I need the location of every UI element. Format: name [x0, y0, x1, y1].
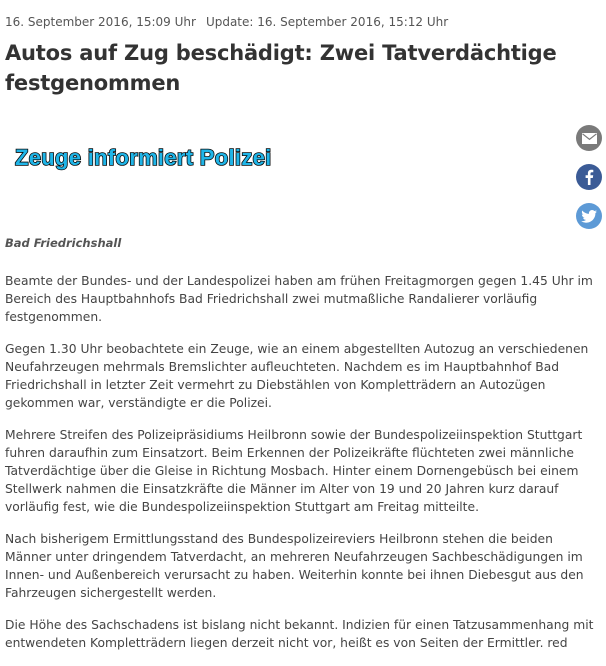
share-mail-button[interactable]: [576, 125, 602, 151]
update-date: Update: 16. September 2016, 15:12 Uhr: [205, 15, 449, 29]
article-paragraph: Mehrere Streifen des Polizeipräsidiums Heilbronn sowie der Bundespolizeiinspektion Stuttgart fuhren daraufhin zum Einsatzort. Beim Erkennen der Polizeikräfte flüchteten zwei männliche Tatverdächtige über die Gleise in Richtung Mosbach. Hinter einem Dornengebüsch bei einem Stellwerk nahmen die Einsatzkräfte die Männer im Alter von 19 und 20 Jahren kurz darauf vorläufig fest, wie die Bundespolizeiinspektion Stuttgart am Freitag mitteilte.: [5, 428, 583, 514]
publish-date: 16. September 2016, 15:09 Uhr: [5, 15, 196, 29]
envelope-icon: [582, 133, 597, 144]
article-paragraph: Gegen 1.30 Uhr beobachtete ein Zeuge, wie an einem abgestellten Autozug an verschiedenen Neufahrzeugen mehrmals Bremslichter aufleuchteten. Nachdem es im Hauptbahnhof Bad Friedrichshall in letzter Zeit vermehrt zu Diebstählen von Kompletträdern an Autozügen gekommen war, verständigte er die Polizei.: [5, 342, 589, 410]
share-twitter-button[interactable]: [576, 203, 602, 229]
facebook-icon: [584, 169, 594, 185]
article-dateline: Bad Friedrichshall: [5, 236, 122, 250]
article-headline: Autos auf Zug beschädigt: Zwei Tatverdächtige festgenommen: [5, 41, 557, 95]
twitter-bird-icon: [581, 210, 597, 223]
article-paragraph: Beamte der Bundes- und der Landespolizei haben am frühen Freitagmorgen gegen 1.45 Uhr im Bereich des Hauptbahnhofs Bad Friedrichshall zwei mutmaßliche Randalierer vorläufig festgenommen.: [5, 274, 593, 324]
article-meta: [5, 15, 448, 29]
hero-text-graphic: [5, 116, 565, 206]
article-body: [5, 272, 603, 666]
article-paragraph: Die Höhe des Sachschadens ist bislang nicht bekannt. Indizien für einen Tatzusammenhang mit entwendeten Kompletträdern liegen derzeit nicht vor, heißt es von Seiten der Ermittler. red: [5, 618, 594, 650]
article-paragraph: Nach bisherigem Ermittlungsstand des Bundespolizeireviers Heilbronn stehen die beiden Männer unter dringendem Tatverdacht, an mehreren Neufahrzeugen Sachbeschädigungen im Innen- und Außenbereich verursacht zu haben. Weiterhin konnte bei ihnen Diebesgut aus den Fahrzeugen sichergestellt werden.: [5, 532, 584, 600]
hero-image: [5, 116, 565, 206]
share-facebook-button[interactable]: [576, 164, 602, 190]
hero-caption: Zeuge informiert Polizei: [15, 145, 272, 170]
